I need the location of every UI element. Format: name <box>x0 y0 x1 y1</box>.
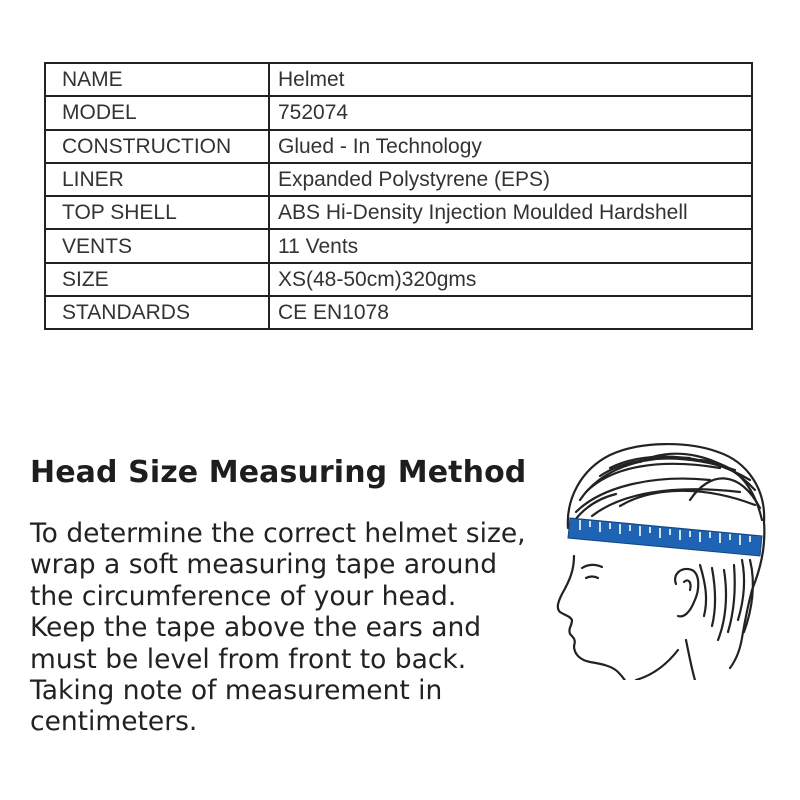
spec-value: ABS Hi-Density Injection Moulded Hardshell <box>269 196 752 229</box>
spec-label: NAME <box>45 63 269 96</box>
spec-label: CONSTRUCTION <box>45 130 269 163</box>
spec-value: XS(48-50cm)320gms <box>269 263 752 296</box>
spec-label: MODEL <box>45 96 269 129</box>
table-row <box>45 63 752 96</box>
head-with-measuring-tape-icon <box>548 440 778 680</box>
spec-label: TOP SHELL <box>45 196 269 229</box>
spec-label: SIZE <box>45 263 269 296</box>
spec-label: VENTS <box>45 229 269 262</box>
spec-label: STANDARDS <box>45 296 269 329</box>
table-row <box>45 196 752 229</box>
instruction-line: must be level from front to back. <box>30 643 467 675</box>
instruction-line: centimeters. <box>30 706 198 738</box>
spec-value: Glued - In Technology <box>269 130 752 163</box>
instruction-line: To determine the correct helmet size, <box>30 518 526 549</box>
section-title: Head Size Measuring Method <box>30 455 527 490</box>
table-row <box>45 263 752 296</box>
instruction-line: Taking note of measurement in <box>30 675 443 707</box>
spec-value: 752074 <box>269 96 752 129</box>
table-row <box>45 130 752 163</box>
table-row <box>45 296 752 329</box>
table-row <box>45 96 752 129</box>
instruction-line: wrap a soft measuring tape around <box>30 549 498 581</box>
spec-label: LINER <box>45 163 269 196</box>
spec-table <box>44 62 753 330</box>
table-row <box>45 229 752 262</box>
measuring-instructions <box>30 518 550 738</box>
instruction-line: the circumference of your head. <box>30 580 457 612</box>
spec-value: Helmet <box>269 63 752 96</box>
table-row <box>45 163 752 196</box>
instruction-line: Keep the tape above the ears and <box>30 612 482 644</box>
spec-value: 11 Vents <box>269 229 752 262</box>
spec-value: CE EN1078 <box>269 296 752 329</box>
spec-value: Expanded Polystyrene (EPS) <box>269 163 752 196</box>
